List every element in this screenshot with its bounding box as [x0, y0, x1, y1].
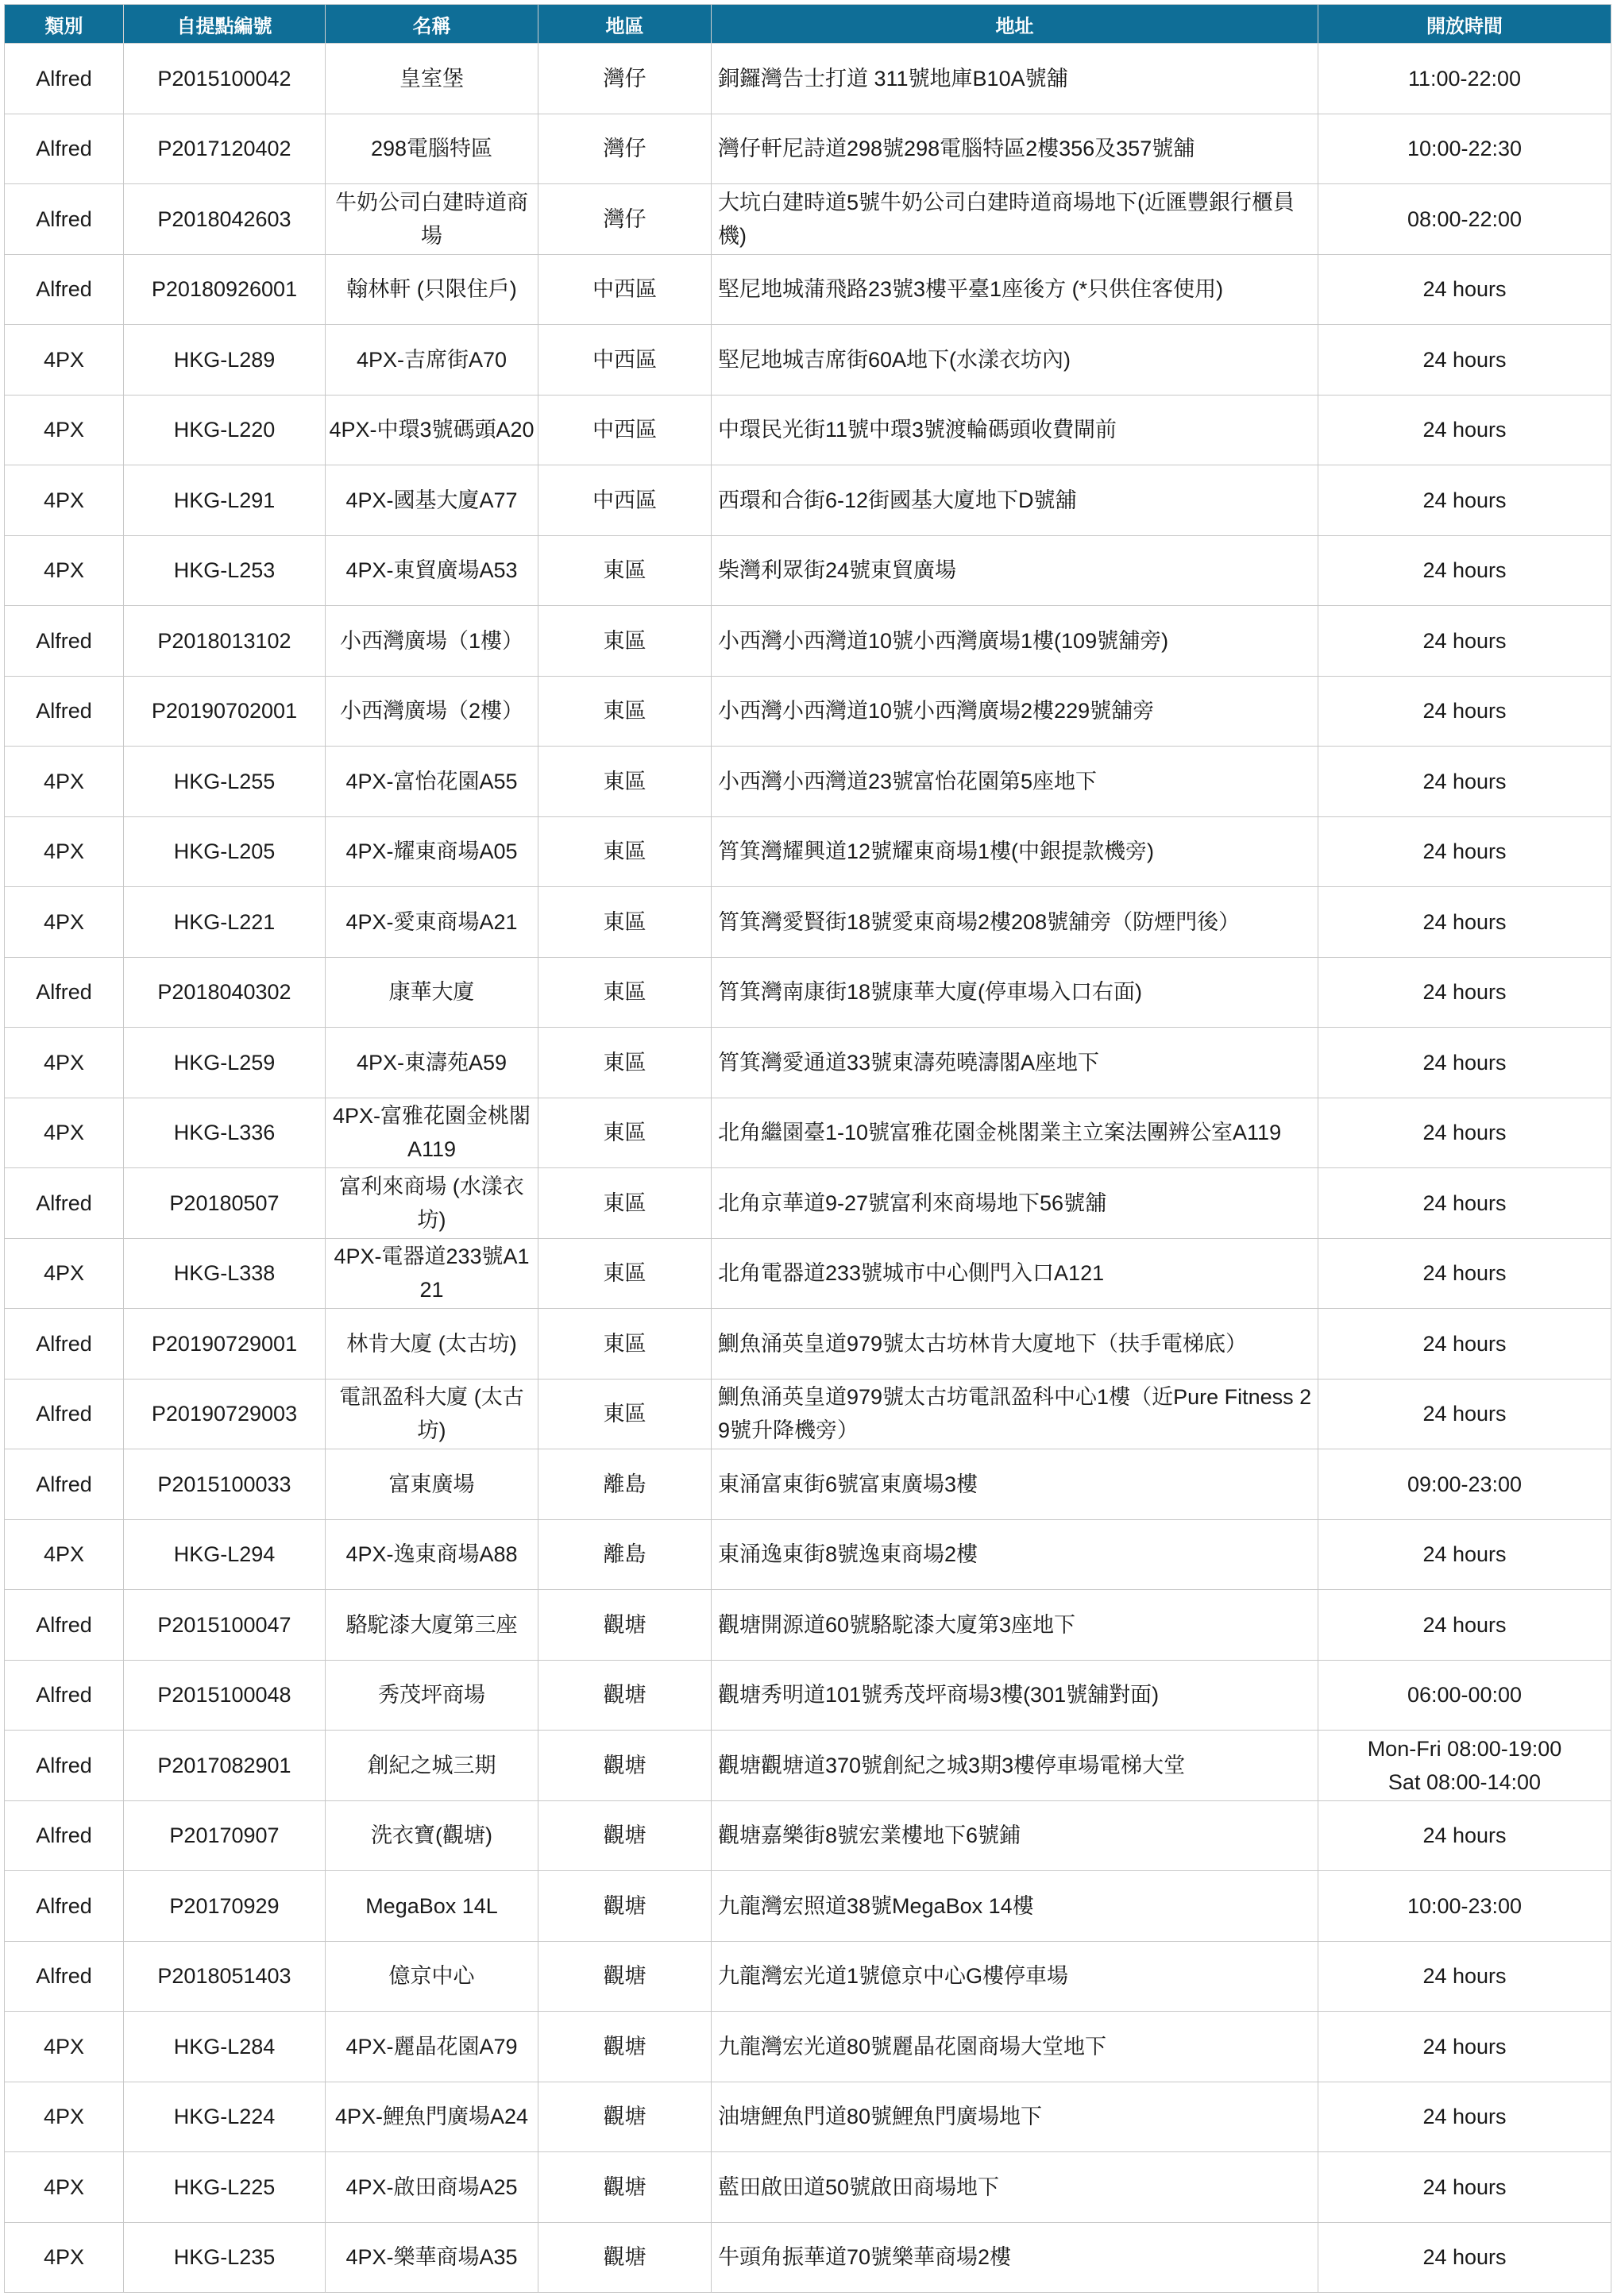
cell-category: Alfred [5, 1590, 124, 1661]
cell-address: 東涌逸東街8號逸東商場2樓 [712, 1519, 1318, 1590]
table-body [5, 44, 1611, 2293]
cell-category: Alfred [5, 1379, 124, 1449]
cell-category: 4PX [5, 1028, 124, 1098]
cell-name: 4PX-麗晶花園A79 [326, 2012, 538, 2082]
cell-name: 洗衣寶(觀塘) [326, 1800, 538, 1871]
cell-category: Alfred [5, 676, 124, 747]
cell-name: 4PX-吉席街A70 [326, 325, 538, 396]
cell-name: 秀茂坪商場 [326, 1660, 538, 1731]
cell-district: 東區 [538, 887, 712, 958]
table-row [5, 2152, 1611, 2223]
cell-pickup-id: HKG-L284 [124, 2012, 326, 2082]
table-row [5, 1519, 1611, 1590]
cell-district: 東區 [538, 1168, 712, 1239]
cell-opening-hours: 24 hours [1318, 2012, 1611, 2082]
cell-name: 小西灣廣場（2樓） [326, 676, 538, 747]
cell-pickup-id: P2015100048 [124, 1660, 326, 1731]
cell-district: 觀塘 [538, 2082, 712, 2152]
cell-pickup-id: HKG-L291 [124, 465, 326, 536]
cell-address: 牛頭角振華道70號樂華商場2樓 [712, 2222, 1318, 2293]
cell-name: 4PX-愛東商場A21 [326, 887, 538, 958]
table-row [5, 2012, 1611, 2082]
cell-category: 4PX [5, 887, 124, 958]
cell-district: 灣仔 [538, 184, 712, 255]
cell-address: 小西灣小西灣道10號小西灣廣場2樓229號舖旁 [712, 676, 1318, 747]
cell-opening-hours: 24 hours [1318, 1028, 1611, 1098]
cell-pickup-id: P2015100033 [124, 1449, 326, 1520]
cell-pickup-id: P20180507 [124, 1168, 326, 1239]
cell-category: 4PX [5, 2012, 124, 2082]
cell-address: 觀塘嘉樂街8號宏業樓地下6號鋪 [712, 1800, 1318, 1871]
column-header-name: 名稱 [326, 5, 538, 44]
cell-address: 西環和合街6-12街國基大廈地下D號舖 [712, 465, 1318, 536]
cell-category: Alfred [5, 1800, 124, 1871]
cell-pickup-id: HKG-L289 [124, 325, 326, 396]
cell-name: 康華大廈 [326, 957, 538, 1028]
table-row [5, 1238, 1611, 1309]
table-row [5, 1941, 1611, 2012]
cell-district: 中西區 [538, 395, 712, 465]
cell-name: 4PX-富雅花園金桃閣A119 [326, 1098, 538, 1168]
cell-opening-hours: 24 hours [1318, 816, 1611, 887]
column-header-category: 類別 [5, 5, 124, 44]
cell-name: 4PX-樂華商場A35 [326, 2222, 538, 2293]
cell-district: 觀塘 [538, 1941, 712, 2012]
cell-district: 東區 [538, 676, 712, 747]
cell-district: 離島 [538, 1519, 712, 1590]
table-row [5, 465, 1611, 536]
cell-name: 4PX-東貿廣場A53 [326, 535, 538, 606]
column-header-district: 地區 [538, 5, 712, 44]
table-row [5, 2082, 1611, 2152]
cell-opening-hours: 24 hours [1318, 254, 1611, 325]
table-row [5, 887, 1611, 958]
cell-category: Alfred [5, 1871, 124, 1942]
cell-opening-hours: 24 hours [1318, 1519, 1611, 1590]
cell-district: 東區 [538, 747, 712, 817]
cell-opening-hours: 10:00-23:00 [1318, 1871, 1611, 1942]
cell-district: 灣仔 [538, 44, 712, 114]
table-row [5, 1168, 1611, 1239]
table-row [5, 535, 1611, 606]
cell-opening-hours: Mon-Fri 08:00-19:00 Sat 08:00-14:00 [1318, 1731, 1611, 1801]
cell-opening-hours: 24 hours [1318, 887, 1611, 958]
cell-address: 北角電器道233號城市中心側門入口A121 [712, 1238, 1318, 1309]
cell-pickup-id: P2017082901 [124, 1731, 326, 1801]
table-row [5, 606, 1611, 677]
cell-opening-hours: 10:00-22:30 [1318, 114, 1611, 184]
cell-address: 小西灣小西灣道10號小西灣廣場1樓(109號舖旁) [712, 606, 1318, 677]
cell-name: 4PX-東濤苑A59 [326, 1028, 538, 1098]
cell-address: 堅尼地城蒲飛路23號3樓平臺1座後方 (*只供住客使用) [712, 254, 1318, 325]
cell-opening-hours: 24 hours [1318, 1309, 1611, 1380]
cell-pickup-id: HKG-L336 [124, 1098, 326, 1168]
cell-name: 電訊盈科大廈 (太古坊) [326, 1379, 538, 1449]
table-row [5, 1590, 1611, 1661]
cell-pickup-id: P2018013102 [124, 606, 326, 677]
column-header-opening-hours: 開放時間 [1318, 5, 1611, 44]
cell-category: 4PX [5, 1238, 124, 1309]
table-row [5, 325, 1611, 396]
cell-name: 翰林軒 (只限住戶) [326, 254, 538, 325]
cell-address: 觀塘觀塘道370號創紀之城3期3樓停車場電梯大堂 [712, 1731, 1318, 1801]
cell-category: 4PX [5, 2152, 124, 2223]
table-row [5, 676, 1611, 747]
cell-address: 筲箕灣南康街18號康華大廈(停車場入口右面) [712, 957, 1318, 1028]
cell-opening-hours: 11:00-22:00 [1318, 44, 1611, 114]
cell-district: 觀塘 [538, 1800, 712, 1871]
cell-name: 億京中心 [326, 1941, 538, 2012]
cell-name: 4PX-鯉魚門廣場A24 [326, 2082, 538, 2152]
table-row [5, 395, 1611, 465]
cell-district: 觀塘 [538, 1871, 712, 1942]
table-row [5, 1871, 1611, 1942]
cell-pickup-id: HKG-L253 [124, 535, 326, 606]
table-row [5, 1379, 1611, 1449]
cell-address: 九龍灣宏照道38號MegaBox 14樓 [712, 1871, 1318, 1942]
column-header-address: 地址 [712, 5, 1318, 44]
cell-name: 林肯大廈 (太古坊) [326, 1309, 538, 1380]
cell-district: 東區 [538, 957, 712, 1028]
table-row [5, 1731, 1611, 1801]
cell-opening-hours: 09:00-23:00 [1318, 1449, 1611, 1520]
cell-category: Alfred [5, 1168, 124, 1239]
cell-district: 東區 [538, 1238, 712, 1309]
cell-address: 九龍灣宏光道80號麗晶花園商場大堂地下 [712, 2012, 1318, 2082]
table-row [5, 1800, 1611, 1871]
cell-name: 4PX-電器道233號A121 [326, 1238, 538, 1309]
cell-address: 小西灣小西灣道23號富怡花園第5座地下 [712, 747, 1318, 817]
table-row [5, 816, 1611, 887]
cell-address: 筲箕灣愛通道33號東濤苑曉濤閣A座地下 [712, 1028, 1318, 1098]
cell-pickup-id: P2018051403 [124, 1941, 326, 2012]
cell-opening-hours: 24 hours [1318, 1379, 1611, 1449]
cell-name: 4PX-逸東商場A88 [326, 1519, 538, 1590]
cell-category: Alfred [5, 957, 124, 1028]
cell-district: 東區 [538, 816, 712, 887]
cell-category: 4PX [5, 2222, 124, 2293]
cell-district: 觀塘 [538, 2222, 712, 2293]
cell-name: 4PX-富怡花園A55 [326, 747, 538, 817]
cell-address: 柴灣利眾街24號東貿廣場 [712, 535, 1318, 606]
cell-district: 東區 [538, 535, 712, 606]
cell-name: 富東廣場 [326, 1449, 538, 1520]
cell-category: 4PX [5, 1098, 124, 1168]
cell-category: 4PX [5, 325, 124, 396]
cell-pickup-id: HKG-L221 [124, 887, 326, 958]
cell-district: 觀塘 [538, 2152, 712, 2223]
cell-pickup-id: HKG-L235 [124, 2222, 326, 2293]
cell-address: 灣仔軒尼詩道298號298電腦特區2樓356及357號舖 [712, 114, 1318, 184]
cell-category: Alfred [5, 254, 124, 325]
header-row [5, 5, 1611, 44]
table-row [5, 957, 1611, 1028]
table-row [5, 254, 1611, 325]
cell-name: 小西灣廣場（1樓） [326, 606, 538, 677]
cell-district: 觀塘 [538, 1731, 712, 1801]
cell-opening-hours: 24 hours [1318, 2082, 1611, 2152]
table-row [5, 747, 1611, 817]
cell-category: Alfred [5, 1731, 124, 1801]
cell-address: 油塘鯉魚門道80號鯉魚門廣場地下 [712, 2082, 1318, 2152]
cell-address: 中環民光街11號中環3號渡輪碼頭收費閘前 [712, 395, 1318, 465]
cell-pickup-id: P20190729001 [124, 1309, 326, 1380]
cell-opening-hours: 24 hours [1318, 1238, 1611, 1309]
cell-district: 中西區 [538, 325, 712, 396]
cell-name: 創紀之城三期 [326, 1731, 538, 1801]
cell-category: Alfred [5, 1660, 124, 1731]
cell-opening-hours: 24 hours [1318, 606, 1611, 677]
cell-address: 北角京華道9-27號富利來商場地下56號舖 [712, 1168, 1318, 1239]
cell-name: 4PX-啟田商場A25 [326, 2152, 538, 2223]
cell-district: 東區 [538, 1028, 712, 1098]
cell-name: 富利來商場 (水漾衣坊) [326, 1168, 538, 1239]
pickup-points-page [4, 4, 1611, 2293]
cell-pickup-id: P2015100047 [124, 1590, 326, 1661]
cell-address: 觀塘秀明道101號秀茂坪商場3樓(301號舖對面) [712, 1660, 1318, 1731]
cell-pickup-id: HKG-L338 [124, 1238, 326, 1309]
cell-category: Alfred [5, 1449, 124, 1520]
cell-district: 觀塘 [538, 2012, 712, 2082]
cell-category: Alfred [5, 1309, 124, 1380]
cell-address: 北角繼園臺1-10號富雅花園金桃閣業主立案法團辨公室A119 [712, 1098, 1318, 1168]
cell-district: 東區 [538, 1379, 712, 1449]
cell-address: 筲箕灣耀興道12號耀東商場1樓(中銀提款機旁) [712, 816, 1318, 887]
table-row [5, 184, 1611, 255]
cell-address: 九龍灣宏光道1號億京中心G樓停車場 [712, 1941, 1318, 2012]
table-row [5, 2222, 1611, 2293]
column-header-pickup-id: 自提點編號 [124, 5, 326, 44]
cell-district: 東區 [538, 606, 712, 677]
cell-name: 4PX-耀東商場A05 [326, 816, 538, 887]
cell-opening-hours: 24 hours [1318, 325, 1611, 396]
cell-address: 堅尼地城吉席街60A地下(水漾衣坊內) [712, 325, 1318, 396]
cell-name: 4PX-國基大廈A77 [326, 465, 538, 536]
cell-opening-hours: 24 hours [1318, 2222, 1611, 2293]
table-row [5, 1449, 1611, 1520]
cell-address: 大坑白建時道5號牛奶公司白建時道商場地下(近匯豐銀行櫃員機) [712, 184, 1318, 255]
cell-category: Alfred [5, 1941, 124, 2012]
cell-address: 藍田啟田道50號啟田商場地下 [712, 2152, 1318, 2223]
cell-category: Alfred [5, 606, 124, 677]
cell-pickup-id: P2018042603 [124, 184, 326, 255]
cell-name: 4PX-中環3號碼頭A20 [326, 395, 538, 465]
table-row [5, 114, 1611, 184]
cell-opening-hours: 24 hours [1318, 957, 1611, 1028]
cell-opening-hours: 24 hours [1318, 1590, 1611, 1661]
cell-opening-hours: 24 hours [1318, 2152, 1611, 2223]
table-row [5, 1098, 1611, 1168]
cell-address: 東涌富東街6號富東廣場3樓 [712, 1449, 1318, 1520]
cell-category: Alfred [5, 114, 124, 184]
cell-opening-hours: 24 hours [1318, 1941, 1611, 2012]
cell-opening-hours: 24 hours [1318, 1800, 1611, 1871]
cell-address: 銅鑼灣告士打道 311號地庫B10A號舖 [712, 44, 1318, 114]
table-row [5, 44, 1611, 114]
cell-district: 觀塘 [538, 1590, 712, 1661]
cell-pickup-id: P2015100042 [124, 44, 326, 114]
cell-category: 4PX [5, 1519, 124, 1590]
cell-opening-hours: 08:00-22:00 [1318, 184, 1611, 255]
cell-category: 4PX [5, 747, 124, 817]
cell-opening-hours: 06:00-00:00 [1318, 1660, 1611, 1731]
cell-pickup-id: P20180926001 [124, 254, 326, 325]
cell-pickup-id: HKG-L205 [124, 816, 326, 887]
cell-pickup-id: P20190702001 [124, 676, 326, 747]
cell-name: MegaBox 14L [326, 1871, 538, 1942]
cell-category: Alfred [5, 184, 124, 255]
cell-district: 觀塘 [538, 1660, 712, 1731]
cell-pickup-id: HKG-L220 [124, 395, 326, 465]
cell-district: 中西區 [538, 254, 712, 325]
cell-category: 4PX [5, 535, 124, 606]
table-row [5, 1309, 1611, 1380]
cell-pickup-id: P2017120402 [124, 114, 326, 184]
cell-district: 東區 [538, 1098, 712, 1168]
cell-category: Alfred [5, 44, 124, 114]
cell-pickup-id: HKG-L259 [124, 1028, 326, 1098]
cell-opening-hours: 24 hours [1318, 535, 1611, 606]
cell-opening-hours: 24 hours [1318, 1098, 1611, 1168]
cell-opening-hours: 24 hours [1318, 676, 1611, 747]
cell-name: 牛奶公司白建時道商場 [326, 184, 538, 255]
cell-address: 鰂魚涌英皇道979號太古坊電訊盈科中心1樓（近Pure Fitness 29號升降機旁） [712, 1379, 1318, 1449]
cell-address: 觀塘開源道60號駱駝漆大廈第3座地下 [712, 1590, 1318, 1661]
cell-category: 4PX [5, 465, 124, 536]
cell-name: 298電腦特區 [326, 114, 538, 184]
cell-category: 4PX [5, 395, 124, 465]
cell-district: 東區 [538, 1309, 712, 1380]
cell-opening-hours: 24 hours [1318, 1168, 1611, 1239]
cell-category: 4PX [5, 2082, 124, 2152]
cell-pickup-id: P20190729003 [124, 1379, 326, 1449]
cell-pickup-id: HKG-L255 [124, 747, 326, 817]
cell-name: 駱駝漆大廈第三座 [326, 1590, 538, 1661]
table-header [5, 5, 1611, 44]
cell-pickup-id: P20170907 [124, 1800, 326, 1871]
pickup-points-table [4, 4, 1611, 2293]
cell-pickup-id: HKG-L224 [124, 2082, 326, 2152]
cell-district: 中西區 [538, 465, 712, 536]
cell-pickup-id: HKG-L294 [124, 1519, 326, 1590]
cell-district: 灣仔 [538, 114, 712, 184]
table-row [5, 1028, 1611, 1098]
cell-pickup-id: P2018040302 [124, 957, 326, 1028]
cell-district: 離島 [538, 1449, 712, 1520]
cell-pickup-id: HKG-L225 [124, 2152, 326, 2223]
table-row [5, 1660, 1611, 1731]
cell-category: 4PX [5, 816, 124, 887]
cell-address: 鰂魚涌英皇道979號太古坊林肯大廈地下（扶手電梯底） [712, 1309, 1318, 1380]
cell-address: 筲箕灣愛賢街18號愛東商場2樓208號舖旁（防煙門後） [712, 887, 1318, 958]
cell-opening-hours: 24 hours [1318, 747, 1611, 817]
cell-name: 皇室堡 [326, 44, 538, 114]
cell-opening-hours: 24 hours [1318, 395, 1611, 465]
cell-pickup-id: P20170929 [124, 1871, 326, 1942]
cell-opening-hours: 24 hours [1318, 465, 1611, 536]
